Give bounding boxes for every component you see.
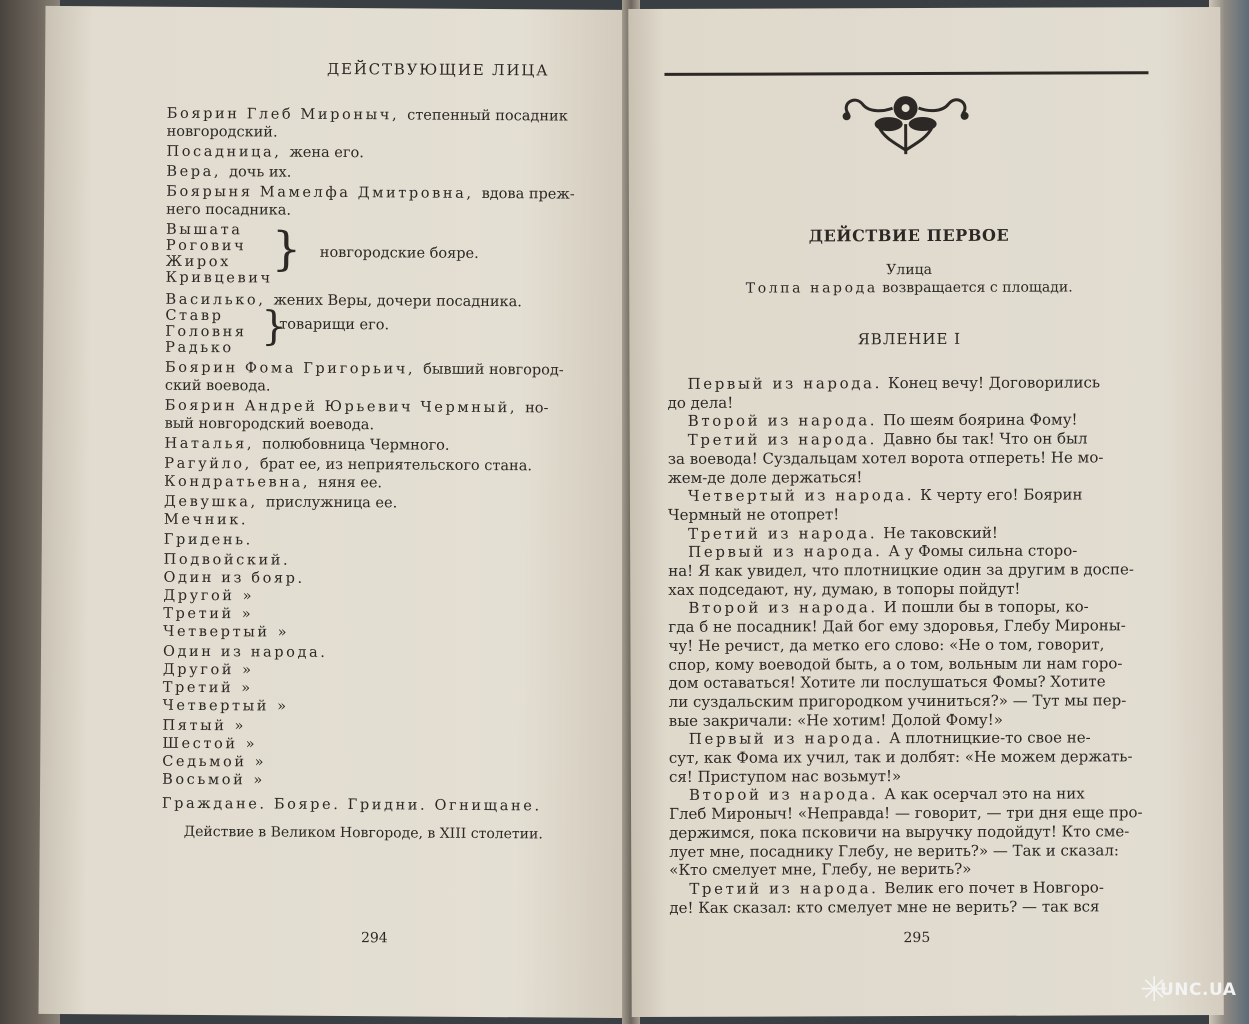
character-description: »	[242, 662, 252, 679]
character-name: Боярин Глеб Мироныч,	[166, 105, 400, 124]
cast-entry	[165, 339, 234, 357]
star-burst-icon: ✳	[1140, 970, 1169, 1010]
group-label-comrades: товарищи его.	[279, 316, 390, 334]
character-description: »	[253, 772, 263, 789]
character-description: брат ее, из неприятельского стана.	[259, 456, 533, 475]
line-text: вые закричали: «Не хотим! Долой Фому!»	[668, 710, 1003, 730]
line-text: Чермный не отопрет!	[667, 505, 840, 524]
character-name: Кондратьевна,	[164, 473, 311, 491]
cast-entry	[163, 643, 328, 662]
line-text: Глеб Мироныч! «Неправда! — говорит, — три дня еще про-	[669, 803, 1143, 823]
character-description: вый новгородский воевода.	[164, 415, 375, 434]
line-text: А у Фомы сильна сторо-	[888, 541, 1078, 561]
cast-entry	[164, 473, 382, 493]
dialogue-line	[689, 878, 1104, 897]
cast-entry	[162, 753, 263, 772]
character-name: Гридень.	[163, 531, 253, 549]
dialogue-line	[668, 505, 839, 524]
character-description: дочь их.	[229, 164, 292, 181]
character-description: прислужница ее.	[265, 494, 398, 512]
line-text: Не таковский!	[883, 523, 998, 542]
dialogue-line	[668, 654, 1122, 674]
dialogue-line	[669, 897, 1099, 917]
character-description: новгородский.	[166, 123, 278, 141]
character-name: Вера,	[166, 163, 222, 181]
character-description: »	[241, 606, 251, 623]
character-description: »	[241, 680, 251, 697]
line-text: де! Как сказал: кто смелует мне не верить? — так вся	[669, 896, 1100, 917]
line-text: Давно бы так! Что он был	[882, 429, 1088, 449]
cast-entry	[166, 163, 291, 182]
cast-entry	[165, 415, 375, 434]
dialogue-line	[668, 393, 734, 411]
left-page	[38, 6, 641, 1018]
line-text: По шеям боярина Фому!	[883, 410, 1078, 430]
line-text: Конец вечу! Договорились	[887, 373, 1101, 393]
character-description: »	[277, 698, 287, 715]
setting-note: Действие в Великом Новгороде, в XIII столетии.	[183, 823, 543, 843]
cast-entry	[162, 795, 542, 816]
line-text: сут, как Фома их учил, так и долбят: «Не можем держать-	[668, 747, 1133, 767]
line-text: лует мне, посаднику Глебу, не верить?» — Так и сказал:	[669, 840, 1119, 861]
scene-place: Улица	[886, 261, 933, 279]
line-text: до дела!	[667, 393, 734, 412]
character-name: Василько,	[165, 291, 266, 309]
character-description: степенный посадник	[407, 107, 568, 125]
dialogue-line	[688, 523, 998, 542]
dialogue-line	[668, 579, 1020, 598]
line-text: спор, кому воеводой быть, а о том, вольным ли нам горо-	[668, 653, 1123, 674]
cast-entry	[166, 143, 363, 162]
line-text: А как осерчал это на них	[884, 784, 1085, 804]
line-text: хах подседают, ну, думаю, в топоры пойдут!	[668, 579, 1021, 599]
character-name: Один из народа.	[162, 643, 328, 661]
character-description: няня ее.	[318, 474, 383, 492]
character-name: Радько	[165, 339, 234, 357]
character-name: Подвойский.	[163, 551, 291, 569]
character-name: Кривцевич	[165, 269, 273, 287]
cast-entry	[163, 587, 251, 606]
group-label-boyars: новгородские бояре.	[319, 244, 479, 262]
line-text: К черту его! Боярин	[920, 485, 1083, 505]
speaker-name: Четвертый из народа.	[687, 486, 915, 506]
page-number: 294	[360, 930, 388, 947]
character-description: »	[245, 736, 255, 753]
cast-entry	[163, 661, 251, 680]
character-name: Граждане. Бояре. Гридни. Огнищане.	[161, 795, 542, 815]
character-name: Жирох	[165, 253, 231, 271]
character-name: Восьмой	[162, 771, 246, 789]
speaker-name: Второй из народа.	[688, 598, 878, 618]
cast-entry	[163, 623, 286, 642]
dialogue-line	[669, 803, 1143, 823]
stage-direction	[629, 279, 1189, 297]
line-text: И пошли бы в топоры, ко-	[883, 597, 1089, 617]
header-rule	[664, 71, 1148, 76]
character-description: жених Веры, дочери посадника.	[273, 292, 522, 311]
cast-entry	[163, 697, 286, 716]
character-name: Пятый	[162, 717, 227, 735]
character-description: ский воевода.	[164, 377, 271, 395]
stage-direction-speaker: Толпа народа	[745, 280, 878, 297]
character-name: Ставр	[165, 307, 224, 325]
watermark-text: UNC.UA	[1160, 980, 1237, 1000]
act-title: ДЕЙСТВИЕ ПЕРВОЕ	[808, 225, 1010, 246]
character-description: »	[277, 624, 287, 641]
character-description: вдова преж-	[481, 185, 575, 203]
dialogue-line	[688, 373, 1101, 392]
dialogue-line	[669, 673, 1106, 693]
cast-entry	[162, 717, 243, 736]
cast-entry	[164, 551, 291, 570]
cast-entry	[164, 493, 397, 513]
character-name: Головня	[165, 323, 247, 341]
character-name: Рагуйло,	[164, 455, 252, 473]
line-text: ся! Приступом нас возьмут!»	[668, 766, 902, 786]
dialogue-line	[669, 767, 901, 786]
right-page	[628, 7, 1224, 1017]
dialogue-line	[688, 598, 1088, 617]
character-name: Один из бояр.	[163, 569, 305, 587]
character-name: Третий	[163, 605, 234, 623]
cast-entry	[163, 605, 250, 624]
speaker-name: Второй из народа.	[688, 785, 879, 805]
cast-entry	[167, 123, 278, 142]
dialogue-line	[669, 822, 1129, 842]
character-description: жена его.	[289, 144, 364, 162]
dialogue-line	[688, 486, 1083, 505]
character-name: Наталья,	[164, 435, 255, 453]
cast-entry	[162, 735, 254, 754]
dialogue-line	[689, 785, 1085, 804]
character-name: Четвертый	[163, 623, 270, 641]
dialogue-line	[668, 448, 1104, 468]
cast-entry	[162, 771, 262, 790]
dialogue-line	[669, 860, 971, 879]
cast-entry	[164, 435, 449, 455]
character-name: Третий	[162, 679, 234, 697]
line-text: А плотницкие-то свое не-	[889, 728, 1091, 748]
character-description: но-	[525, 400, 549, 417]
line-text: дом оставаться! Хотите ли послушаться Фомы? Хотите	[668, 672, 1106, 693]
character-description: »	[234, 718, 244, 735]
dialogue-line	[668, 635, 1104, 655]
character-name: Четвертый	[162, 697, 270, 715]
character-description: »	[242, 588, 252, 605]
stage-direction-text: возвращается с площади.	[882, 279, 1073, 297]
character-name: Другой	[163, 587, 235, 605]
dialogue-line	[669, 710, 1003, 729]
cast-entry	[164, 511, 248, 530]
group-brace: }	[271, 221, 302, 276]
character-name: Рогович	[165, 237, 247, 255]
floral-ornament-icon	[839, 90, 973, 160]
dialogue-line	[688, 430, 1088, 449]
speaker-name: Третий из народа.	[688, 523, 878, 543]
dialogue-line	[688, 542, 1077, 561]
character-description: бывший новгород-	[423, 361, 564, 379]
character-name: Другой	[162, 661, 235, 679]
character-name: Девушка,	[164, 493, 258, 511]
line-text: держимся, пока псковичи на выручку подойдут! Кто сме-	[669, 822, 1130, 842]
character-description: »	[254, 754, 264, 771]
speaker-name: Первый из народа.	[688, 729, 884, 749]
character-name: Боярин Андрей Юрьевич Чермный,	[164, 397, 518, 417]
group-brace: }	[261, 303, 287, 350]
speaker-name: Первый из народа.	[687, 374, 882, 393]
watermark	[1140, 968, 1245, 1016]
character-name: Боярыня Мамелфа Дмитровна,	[166, 183, 474, 202]
cast-entry	[163, 679, 250, 698]
character-name: Шестой	[162, 735, 238, 753]
character-description: полюбовница Чермного.	[262, 436, 450, 454]
dialogue-line	[668, 560, 1134, 580]
character-name: Посадница,	[166, 143, 282, 161]
cast-entry	[166, 269, 273, 288]
speaker-name: Первый из народа.	[688, 542, 883, 562]
dialogue-line	[689, 729, 1091, 748]
line-text: Велик его почет в Новгоро-	[884, 878, 1104, 898]
line-text: «Кто смелует мне, Глебу, не верить?»	[669, 860, 972, 880]
character-name: Седьмой	[162, 753, 247, 771]
dialogue-line	[688, 411, 1078, 430]
speaker-name: Второй из народа.	[687, 411, 878, 431]
character-description: него посадника.	[166, 201, 292, 219]
line-text: ли суздальским пригородком учиниться?» — Тут мы пер-	[668, 691, 1127, 711]
line-text: на! Я как увидел, что плотницкие один за другим в доспе-	[668, 560, 1134, 580]
character-name: Вышата	[165, 221, 243, 239]
line-text: жем-де доле держаться!	[667, 467, 863, 487]
dialogue-line	[668, 468, 863, 487]
speaker-name: Третий из народа.	[687, 430, 877, 449]
scene-title: ЯВЛЕНИЕ I	[857, 329, 962, 349]
dialogue-line	[668, 616, 1125, 636]
character-name: Мечник.	[163, 511, 249, 529]
cast-entry	[165, 377, 271, 396]
page-number: 295	[903, 929, 931, 947]
line-text: за воевода! Суздальцам хотел ворота отпереть! Не мо-	[667, 448, 1104, 468]
cast-entry	[164, 531, 253, 550]
dialogue-line	[669, 841, 1119, 861]
line-text: гда б не посадник! Дай бог ему здоровья, Глебу Мироны-	[668, 616, 1126, 636]
cast-entry	[166, 201, 291, 220]
dialogue-line	[669, 691, 1127, 711]
cast-entry	[163, 569, 304, 588]
page-header: ДЕЙСТВУЮЩИЕ ЛИЦА	[327, 59, 550, 80]
speaker-name: Третий из народа.	[689, 879, 879, 898]
dialogue-line	[669, 747, 1133, 767]
line-text: чу! Не речист, да метко его слово: «Не о том, говорит,	[668, 635, 1105, 655]
character-name: Боярин Фома Григорьич,	[164, 359, 416, 378]
